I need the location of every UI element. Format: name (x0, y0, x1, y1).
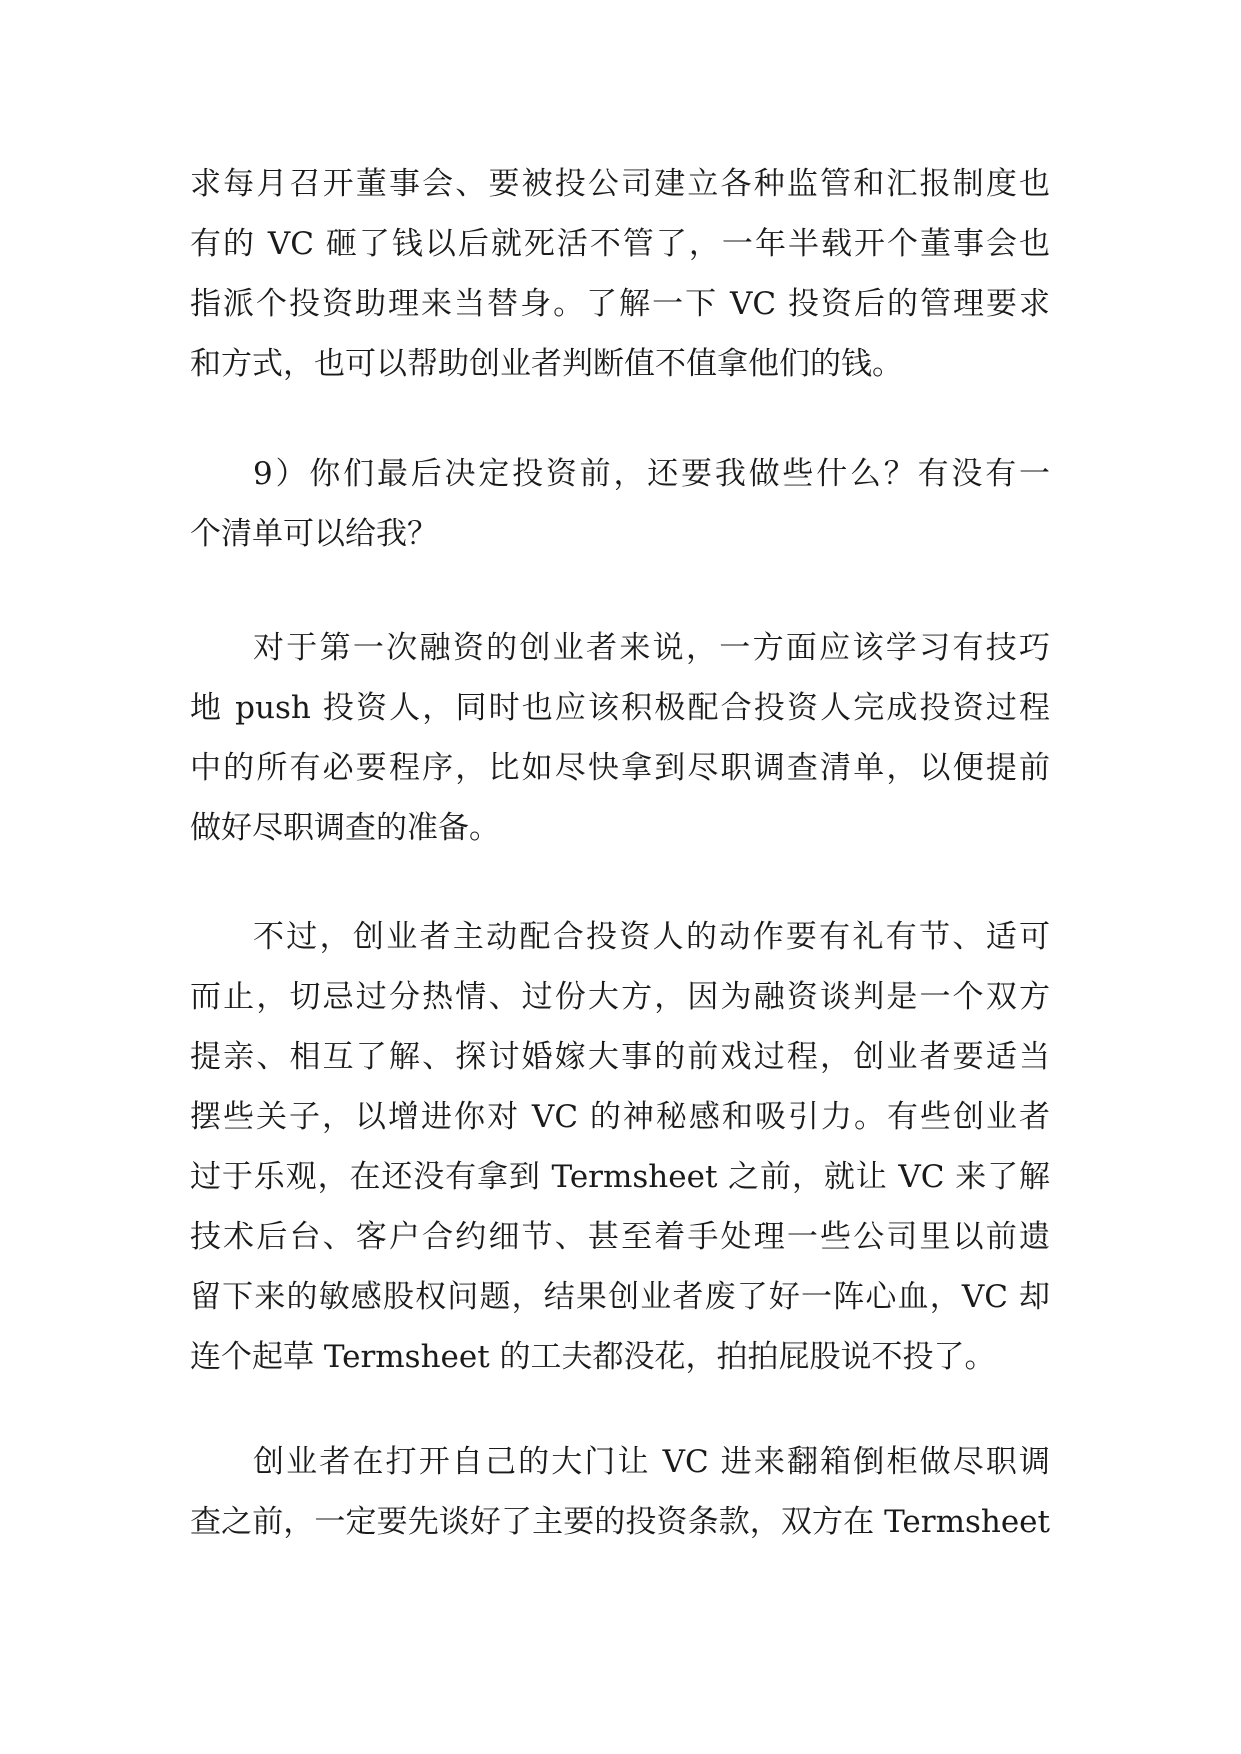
paragraph-line: 连个起草 Termsheet 的工夫都没花，拍拍屁股说不投了。 (190, 1339, 996, 1375)
paragraph-line: 创业者在打开自己的大门让 VC 进来翻箱倒柜做尽职调 (253, 1444, 1050, 1480)
paragraph-line: 技术后台、客户合约细节、甚至着手处理一些公司里以前遗 (190, 1219, 1050, 1255)
paragraph-line: 地 push 投资人，同时也应该积极配合投资人完成投资过程 (190, 690, 1050, 726)
paragraph-line: 有的 VC 砸了钱以后就死活不管了，一年半载开个董事会也 (190, 226, 1050, 262)
paragraph-line: 指派个投资助理来当替身。了解一下 VC 投资后的管理要求 (190, 286, 1050, 322)
paragraph-2-question (190, 444, 1050, 564)
paragraph-line: 做好尽职调查的准备。 (190, 810, 500, 846)
paragraph-line: 提亲、相互了解、探讨婚嫁大事的前戏过程，创业者要适当 (190, 1039, 1050, 1075)
paragraph-line: 过于乐观，在还没有拿到 Termsheet 之前，就让 VC 来了解 (190, 1159, 1050, 1195)
paragraph-line: 摆些关子，以增进你对 VC 的神秘感和吸引力。有些创业者 (190, 1099, 1050, 1135)
paragraph-line: 中的所有必要程序，比如尽快拿到尽职调查清单，以便提前 (190, 750, 1050, 786)
paragraph-line: 9）你们最后决定投资前，还要我做些什么？有没有一 (253, 456, 1050, 492)
paragraph-1 (190, 154, 1050, 394)
paragraph-line: 对于第一次融资的创业者来说，一方面应该学习有技巧 (253, 630, 1050, 666)
paragraph-3 (190, 618, 1050, 858)
paragraph-line: 留下来的敏感股权问题，结果创业者废了好一阵心血，VC 却 (190, 1279, 1050, 1315)
paragraph-line: 和方式，也可以帮助创业者判断值不值拿他们的钱。 (190, 346, 903, 382)
paragraph-5 (190, 1432, 1050, 1552)
paragraph-line: 个清单可以给我？ (190, 516, 438, 552)
paragraph-line: 而止，切忌过分热情、过份大方，因为融资谈判是一个双方 (190, 979, 1050, 1015)
paragraph-line: 查之前，一定要先谈好了主要的投资条款，双方在 Termsheet (190, 1504, 1050, 1540)
paragraph-line: 不过，创业者主动配合投资人的动作要有礼有节、适可 (253, 919, 1050, 955)
paragraph-4 (190, 907, 1050, 1387)
paragraph-line: 求每月召开董事会、要被投公司建立各种监管和汇报制度也 (190, 166, 1050, 202)
